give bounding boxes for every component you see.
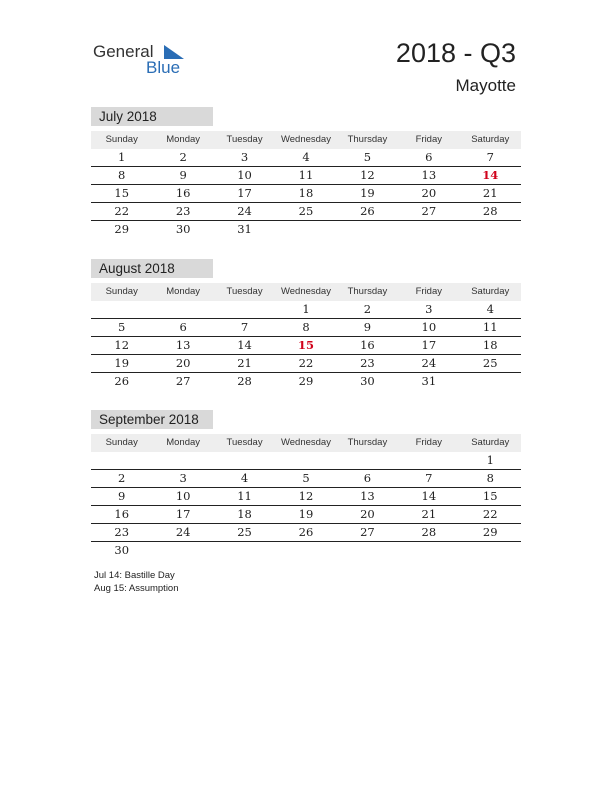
day-cell: 19 — [114, 356, 130, 370]
week-row — [91, 167, 521, 185]
page-title: 2018 - Q3 — [395, 38, 516, 68]
weekday-label: Thursday — [347, 286, 388, 297]
day-cell: 27 — [175, 374, 191, 388]
day-cell — [91, 452, 152, 469]
weekday-label: Wednesday — [280, 134, 331, 145]
day-cell: 17 — [175, 507, 191, 521]
week-row — [91, 149, 521, 167]
weekday-label: Sunday — [105, 437, 138, 448]
day-cell — [214, 542, 275, 559]
week-row — [91, 355, 521, 373]
day-cell — [214, 452, 275, 469]
day-cell — [337, 542, 398, 559]
day-cell — [460, 373, 521, 390]
holiday-note: Jul 14: Bastille Day — [94, 570, 175, 581]
day-cell: 17 — [237, 186, 252, 200]
day-cell: 2 — [179, 150, 187, 164]
day-cell: 10 — [175, 489, 191, 503]
weekday-label: Friday — [415, 286, 443, 297]
day-cell: 2 — [363, 302, 372, 316]
month-block-august — [91, 259, 521, 390]
holiday-note: Aug 15: Assumption — [94, 582, 179, 594]
day-cell: 5 — [118, 320, 126, 334]
holiday-notes — [94, 570, 179, 595]
day-cell — [460, 542, 521, 559]
weekday-label: Sunday — [105, 286, 138, 297]
weekday-header-row — [91, 283, 521, 301]
day-cell: 17 — [421, 338, 437, 352]
day-cell — [91, 301, 152, 318]
day-cell: 16 — [114, 507, 130, 521]
week-row — [91, 542, 521, 559]
week-row — [91, 337, 521, 355]
week-row — [91, 221, 521, 238]
weekday-label: Saturday — [471, 286, 510, 297]
day-cell: 12 — [298, 489, 314, 503]
day-cell: 27 — [421, 204, 437, 218]
month-title: August 2018 — [91, 259, 213, 278]
day-cell: 15 — [114, 186, 130, 200]
weekday-label: Monday — [166, 134, 201, 145]
holiday-day-cell: 15 — [297, 338, 314, 352]
day-cell: 14 — [237, 338, 252, 352]
day-cell: 22 — [482, 507, 498, 521]
day-cell: 10 — [421, 320, 437, 334]
day-cell: 18 — [237, 507, 252, 521]
weekday-header-row — [91, 434, 521, 452]
day-cell: 26 — [114, 374, 130, 388]
day-cell: 8 — [302, 320, 310, 334]
weekday-label: Friday — [415, 437, 443, 448]
week-row — [91, 488, 521, 506]
day-cell: 23 — [114, 525, 130, 539]
day-cell: 18 — [482, 338, 498, 352]
day-cell: 25 — [298, 204, 314, 218]
day-cell: 6 — [425, 150, 433, 164]
day-cell: 9 — [363, 320, 372, 334]
day-cell: 4 — [486, 302, 494, 316]
holiday-day-cell: 14 — [482, 168, 499, 182]
day-cell: 16 — [175, 186, 191, 200]
day-cell: 11 — [237, 489, 252, 503]
week-row — [91, 506, 521, 524]
weekday-label: Sunday — [105, 134, 138, 145]
week-row — [91, 373, 521, 390]
weekday-label: Monday — [166, 437, 201, 448]
day-cell: 16 — [360, 338, 375, 352]
day-cell: 20 — [175, 356, 191, 370]
day-cell: 24 — [421, 356, 437, 370]
week-row — [91, 319, 521, 337]
day-cell: 30 — [175, 222, 191, 236]
month-block-july — [91, 107, 521, 238]
day-cell — [337, 452, 398, 469]
day-cell: 26 — [360, 204, 375, 218]
day-cell: 29 — [298, 374, 314, 388]
day-cell: 29 — [114, 222, 130, 236]
weekday-label: Tuesday — [226, 134, 263, 145]
day-cell — [398, 452, 459, 469]
weekday-label: Wednesday — [280, 437, 331, 448]
day-cell: 13 — [421, 168, 437, 182]
day-cell: 24 — [175, 525, 191, 539]
week-row — [91, 185, 521, 203]
day-cell — [275, 452, 336, 469]
day-cell: 22 — [114, 204, 130, 218]
day-cell: 8 — [118, 168, 126, 182]
day-cell — [275, 221, 336, 238]
day-cell: 28 — [237, 374, 252, 388]
logo-text-general: General — [93, 42, 154, 61]
day-cell — [152, 542, 213, 559]
day-cell: 21 — [237, 356, 252, 370]
weekday-label: Saturday — [471, 134, 510, 145]
day-cell: 30 — [114, 543, 130, 557]
logo-triangle-icon — [164, 45, 184, 59]
day-cell — [398, 542, 459, 559]
day-cell: 19 — [360, 186, 375, 200]
day-cell: 11 — [482, 320, 498, 334]
day-cell: 25 — [482, 356, 498, 370]
week-row — [91, 203, 521, 221]
day-cell: 12 — [114, 338, 130, 352]
day-cell: 7 — [240, 320, 249, 334]
day-cell: 5 — [302, 471, 310, 485]
day-cell: 15 — [482, 489, 498, 503]
day-cell — [275, 542, 336, 559]
day-cell: 27 — [360, 525, 375, 539]
day-cell: 3 — [425, 302, 433, 316]
weekday-label: Monday — [166, 286, 201, 297]
day-cell: 31 — [421, 374, 437, 388]
day-cell: 22 — [298, 356, 314, 370]
day-cell: 10 — [237, 168, 252, 182]
day-cell — [337, 221, 398, 238]
week-row — [91, 301, 521, 319]
day-cell: 7 — [486, 150, 494, 164]
day-cell: 28 — [421, 525, 437, 539]
day-cell — [214, 301, 275, 318]
weekday-label: Thursday — [347, 437, 388, 448]
logo-text-blue: Blue — [146, 58, 181, 77]
day-cell: 29 — [482, 525, 498, 539]
month-block-september — [91, 410, 521, 559]
day-cell: 8 — [486, 471, 494, 485]
day-cell: 28 — [482, 204, 498, 218]
weekday-label: Friday — [415, 134, 443, 145]
day-cell: 7 — [425, 471, 433, 485]
weekday-label: Wednesday — [280, 286, 331, 297]
day-cell: 6 — [363, 471, 372, 485]
day-cell: 21 — [482, 186, 498, 200]
day-cell: 30 — [360, 374, 375, 388]
day-cell: 1 — [118, 150, 126, 164]
weekday-label: Thursday — [347, 134, 388, 145]
day-cell: 13 — [360, 489, 375, 503]
day-cell: 12 — [360, 168, 375, 182]
week-row — [91, 524, 521, 542]
weekday-label: Tuesday — [226, 286, 263, 297]
day-cell: 24 — [237, 204, 252, 218]
day-cell: 11 — [298, 168, 314, 182]
day-cell: 6 — [179, 320, 187, 334]
generalblue-logo — [93, 40, 193, 80]
day-cell: 26 — [298, 525, 314, 539]
day-cell: 4 — [240, 471, 249, 485]
day-cell: 1 — [486, 453, 494, 467]
day-cell — [152, 452, 213, 469]
day-cell: 4 — [302, 150, 310, 164]
day-cell: 1 — [302, 302, 310, 316]
weekday-label: Saturday — [471, 437, 510, 448]
day-cell: 23 — [175, 204, 191, 218]
day-cell: 3 — [179, 471, 187, 485]
region-name: Mayotte — [455, 76, 516, 95]
day-cell: 2 — [118, 471, 126, 485]
day-cell: 9 — [118, 489, 126, 503]
day-cell — [152, 301, 213, 318]
weekday-label: Tuesday — [226, 437, 263, 448]
day-cell: 13 — [175, 338, 191, 352]
day-cell: 5 — [363, 150, 372, 164]
day-cell: 20 — [360, 507, 375, 521]
week-row — [91, 470, 521, 488]
weekday-header-row — [91, 131, 521, 149]
month-title: July 2018 — [91, 107, 213, 126]
day-cell — [398, 221, 459, 238]
day-cell: 3 — [240, 150, 249, 164]
day-cell: 18 — [298, 186, 314, 200]
day-cell: 21 — [421, 507, 437, 521]
day-cell: 19 — [298, 507, 314, 521]
day-cell: 20 — [421, 186, 437, 200]
day-cell: 23 — [360, 356, 375, 370]
day-cell: 14 — [421, 489, 437, 503]
day-cell — [460, 221, 521, 238]
day-cell: 9 — [179, 168, 187, 182]
day-cell: 25 — [237, 525, 252, 539]
month-title: September 2018 — [91, 410, 213, 429]
day-cell: 31 — [237, 222, 252, 236]
week-row — [91, 452, 521, 470]
